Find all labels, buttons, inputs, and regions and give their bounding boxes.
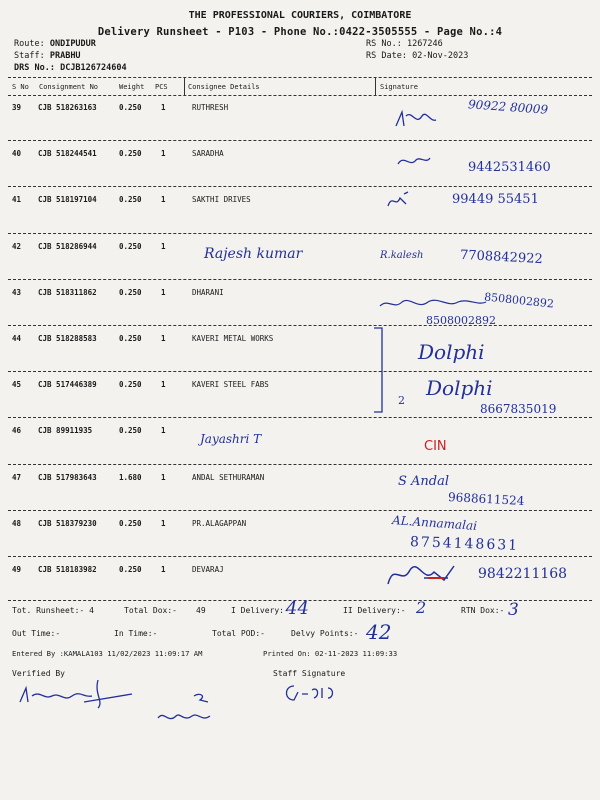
handwritten-phone: 9442531460 [468,160,551,175]
cell-sno: 39 [12,103,22,112]
divider [375,78,376,96]
row-divider [8,464,592,465]
handwritten-signature: Dolphi [426,376,493,400]
handwritten-signature: AL.Annamalai [391,513,478,533]
handwritten-cin-mark: CIN [424,439,447,454]
signature-scribble [378,296,488,312]
cell-consignee: SARADHA [192,149,224,159]
cell-consignee: PR.ALAGAPPAN [192,518,247,528]
cell-pcs: 1 [161,334,166,343]
cell-consignment: CJB 517446389 [38,380,97,390]
out-time-label: Out Time:- [12,629,61,638]
cell-sno: 41 [12,195,22,205]
ii-delivery-value: 2 [416,598,427,617]
route-value: ONDIPUDUR [49,39,96,49]
col-consignee: Consignee Details [188,83,260,91]
company-title: THE PROFESSIONAL COURIERS, COIMBATORE [188,10,412,21]
cell-sno: 47 [12,472,22,482]
entered-by: Entered By :KAMALA103 11/02/2023 11:09:17 AM [12,649,203,658]
verified-by-label: Verified By [12,669,65,678]
row-divider [8,510,592,511]
handwritten-phone: 8508002892 [426,314,496,327]
handwritten-phone: 9842211168 [478,566,568,582]
in-time-label: In Time:- [114,629,158,638]
handwritten-phone: 9688611524 [447,490,525,508]
delvy-points-label: Delvy Points:- [291,629,359,638]
row-divider [8,279,592,280]
cell-weight: 1.680 [119,472,142,482]
handwritten-phone: 90922 80009 [467,97,549,117]
cell-consignee: KAVERI STEEL FABS [192,380,269,390]
rs-no-line: RS No.: 1267246 [366,39,443,49]
cell-consignee: SAKTHI DRIVES [192,195,251,205]
handwritten-name: Rajesh kumar [204,246,303,262]
row-divider [8,325,592,326]
total-pod-label: Total POD:- [212,629,265,638]
cell-consignee: KAVERI METAL WORKS [192,334,274,343]
handwritten-name: Jayashri T [200,432,262,446]
cell-consignment: CJB 518183982 [38,565,97,574]
handwritten-phone: 99449 55451 [452,192,539,207]
total-dox-value: 49 [196,606,206,615]
cell-weight: 0.250 [119,103,142,112]
table-row [8,328,592,374]
cell-weight: 0.250 [119,426,142,436]
rs-no-value: 1267246 [406,39,443,49]
cell-pcs: 1 [161,380,166,390]
handwritten-phone: 8508002892 [483,290,555,311]
ii-delivery-label: II Delivery:- [343,606,406,615]
rs-date-value: 02-Nov-2023 [412,51,469,61]
divider [8,95,592,96]
handwritten-signature: S Andal [398,474,450,489]
table-row [8,420,592,466]
cell-weight: 0.250 [119,565,142,574]
col-weight: Weight [119,83,145,91]
i-delivery-label: I Delivery:- [231,606,289,615]
row-divider [8,371,592,372]
row-divider [8,140,592,141]
handwritten-signature: R.kalesh [380,250,424,261]
cell-pcs: 1 [161,149,166,159]
cell-consignment: CJB 518311862 [38,287,97,297]
cell-sno: 43 [12,287,22,297]
cell-consignee: ANDAL SETHURAMAN [192,472,265,482]
runsheet-title: Delivery Runsheet - P103 - Phone No.:0422-3505555 - Page No.:4 [97,26,503,38]
cell-consignee: RUTHRESH [192,103,229,112]
row-divider [8,186,592,187]
signature-scribble [396,152,432,170]
cell-consignment: CJB 518288583 [38,334,97,343]
delvy-points-value: 42 [366,620,392,644]
cell-consignment: CJB 518263163 [38,103,97,112]
handwritten-phone: 7708842922 [459,247,544,268]
cell-pcs: 1 [161,241,166,251]
rtn-dox-value: 3 [508,600,519,620]
drs-value: DCJB126724604 [60,63,127,73]
cell-pcs: 1 [161,518,166,528]
handwritten-phone: 8667835019 [480,402,557,416]
cell-weight: 0.250 [119,380,142,390]
cell-pcs: 1 [161,103,166,112]
printed-on: Printed On: 02-11-2023 11:09:33 [263,649,398,658]
staff-signature [282,682,342,704]
cell-sno: 45 [12,380,22,390]
verified-by-signature [14,672,134,712]
row-divider [8,556,592,557]
row-divider [8,417,592,418]
rtn-dox-label: RTN Dox:- [461,606,505,615]
total-dox-label: Total Dox:- [124,606,177,615]
route-line: Route: ONDIPUDUR [14,39,96,49]
cell-weight: 0.250 [119,334,142,343]
staff-value: PRABHU [49,51,81,61]
divider [8,77,592,78]
staff-signature-label: Staff Signature [273,669,346,678]
cell-weight: 0.250 [119,287,142,297]
signature-scribble [384,190,414,212]
i-delivery-value: 44 [286,598,309,619]
cell-weight: 0.250 [119,518,142,528]
signature-scribble [392,108,442,132]
cell-sno: 49 [12,565,22,574]
drs-line: DRS No.: DCJB126724604 [14,63,127,73]
cell-pcs: 1 [161,472,166,482]
cell-weight: 0.250 [119,195,142,205]
col-consignment: Consignment No [39,83,99,91]
handwritten-phone: 8754148631 [409,534,520,554]
cell-consignment: CJB 518286944 [38,241,97,251]
bracket-mark [370,326,386,416]
col-signature: Signature [380,83,418,91]
tot-runsheet: Tot. Runsheet:- 4 [12,606,94,615]
handwritten-number: 2 [398,394,405,407]
col-sno: S No [12,83,29,91]
cell-weight: 0.250 [119,241,142,251]
rs-date-line: RS Date: 02-Nov-2023 [366,51,469,61]
cell-sno: 48 [12,518,22,528]
cell-consignee: DHARANI [192,287,224,297]
cell-consignment: CJB 518244541 [38,149,97,159]
col-pcs: PCS [155,83,168,91]
cell-consignment: CJB 518379230 [38,518,97,528]
cell-consignment: CJB 517983643 [38,472,97,482]
cell-consignment: CJB 89911935 [38,426,93,436]
cell-consignment: CJB 518197104 [38,195,97,205]
cell-pcs: 1 [161,426,166,436]
divider [184,78,185,96]
handwritten-signature: Dolphi [418,340,485,364]
cell-pcs: 1 [161,287,166,297]
row-divider [8,233,592,234]
cell-sno: 40 [12,149,22,159]
signature-scribble [384,560,474,590]
staff-signature-scribble [150,690,230,730]
cell-pcs: 1 [161,565,166,574]
cell-pcs: 1 [161,195,166,205]
cell-sno: 46 [12,426,22,436]
cell-sno: 42 [12,241,22,251]
staff-line: Staff: PRABHU [14,51,81,61]
cell-sno: 44 [12,334,22,343]
cell-weight: 0.250 [119,149,142,159]
cell-consignee: DEVARAJ [192,565,224,574]
